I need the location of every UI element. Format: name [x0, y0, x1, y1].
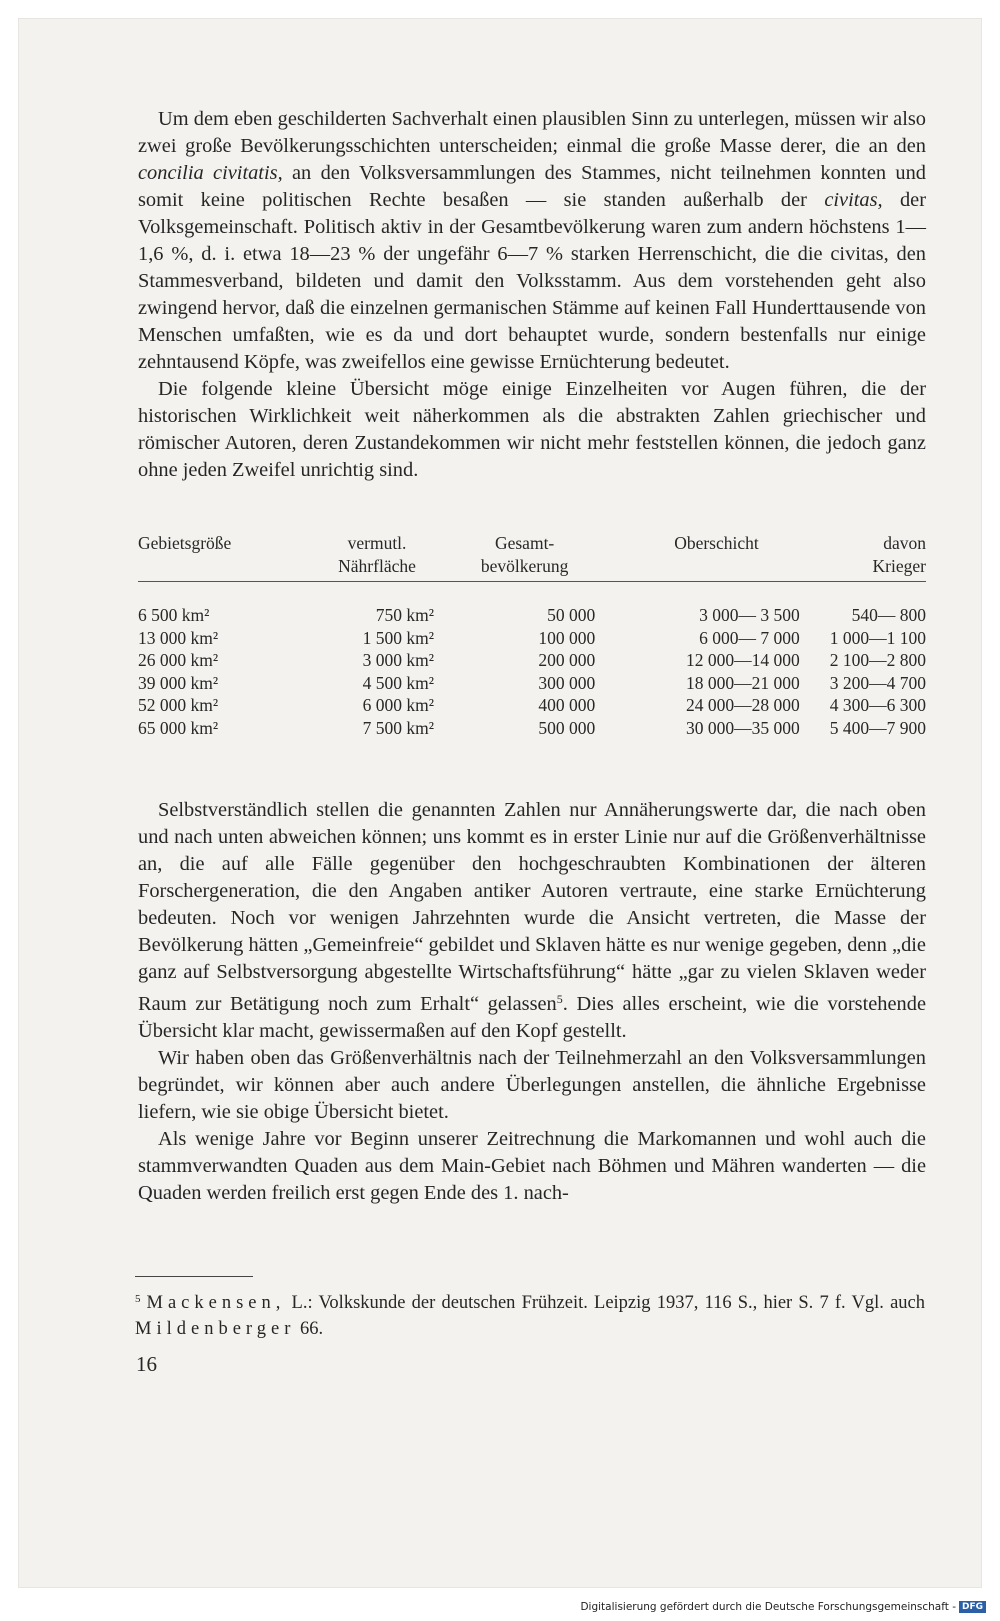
table-cell: 6 000— 7 000	[699, 627, 800, 648]
table-cell: 100 000	[538, 627, 596, 648]
table-cell: 18 000—21 000	[686, 672, 800, 693]
table-row	[138, 694, 926, 717]
table-cell: 300 000	[538, 672, 596, 693]
table-header-cell: vermutl. Nährfläche	[280, 532, 434, 582]
table-cell: 200 000	[538, 650, 596, 670]
table-cell: 65 000 km²	[138, 717, 219, 738]
table-cell: 4 300—6 300	[829, 695, 926, 715]
digitization-credit	[580, 1601, 986, 1613]
table-cell: 6 500 km²	[138, 605, 210, 625]
paragraph-1-text-b: an den Volksversammlungen des Stammes, nicht teilnehmen konnten und somit keine politischen Rechte besaßen — sie standen außerhalb der	[138, 162, 926, 211]
footnote-text-1: L.: Volkskunde der deutschen Frühzeit. Leipzig 1937, 116 S., hier S. 7 f. Vgl. auch	[285, 1293, 925, 1313]
table-cell: 500 000	[538, 717, 596, 738]
footnote-reference[interactable]: 5	[556, 992, 563, 1006]
table-cell: 30 000—35 000	[686, 717, 800, 738]
table-cell: 5 400—7 900	[829, 717, 926, 738]
table-cell: 400 000	[538, 695, 596, 715]
table-cell: 1 000—1 100	[829, 627, 926, 648]
paragraph-1	[138, 106, 926, 376]
table-cell: 2 100—2 800	[829, 650, 926, 670]
table-cell: 39 000 km²	[138, 672, 219, 693]
footnote-number: 5	[135, 1293, 141, 1305]
table-row	[138, 627, 926, 650]
credit-text: Digitalisierung gefördert durch die Deutsche Forschungsgemeinschaft -	[580, 1601, 956, 1613]
paragraph-4: Wir haben oben das Größenverhältnis nach der Teilnehmerzahl an den Volksversammlungen begründet, wir können aber auch andere Überlegungen anstellen, die ähnliche Ergebnisse liefern, wie sie obige Übersicht bietet.	[138, 1047, 926, 1123]
table-cell: 26 000 km²	[138, 650, 219, 670]
table-cell: 24 000—28 000	[686, 695, 800, 715]
table-header-cell: Gebietsgröße	[138, 532, 280, 582]
table-cell: 4 500 km²	[362, 672, 435, 693]
paragraph-3	[138, 797, 926, 1045]
paragraph-5: Als wenige Jahre vor Beginn unserer Zeitrechnung die Markomannen und wohl auch die stammverwandten Quaden aus dem Main-Gebiet nach Böhmen und Mähren wanderten — die Quaden werden freilich erst gegen Ende des 1. nach-	[138, 1128, 926, 1204]
footnote-text-2: 66.	[295, 1319, 324, 1339]
table-cell: 3 000 km²	[362, 650, 435, 670]
population-table	[138, 532, 926, 739]
italic-term-civitas: civitas,	[824, 189, 883, 211]
page-number: 16	[136, 1352, 157, 1376]
table-cell: 1 500 km²	[362, 627, 435, 648]
dfg-logo-icon: DFG	[959, 1601, 986, 1613]
paragraph-2: Die folgende kleine Übersicht möge einige Einzelheiten vor Augen führen, die der historischen Wirklichkeit weit näherkommen als die abstrakten Zahlen griechischer und römischer Autoren, deren Zustandekommen wir nicht mehr feststellen können, die jedoch ganz ohne jeden Zweifel unrichtig sind.	[138, 378, 926, 481]
table-row	[138, 582, 926, 627]
footnote-divider	[135, 1276, 253, 1277]
table-row	[138, 717, 926, 740]
paragraph-1-text-a: Um dem eben geschilderten Sachverhalt einen plausiblen Sinn zu unterlegen, müssen wir also zwei große Bevölkerungsschichten unterscheiden; einmal die große Masse derer, die an den	[138, 108, 926, 157]
table-cell: 540— 800	[851, 605, 926, 625]
table-cell: 3 000— 3 500	[699, 605, 800, 625]
table-header-row	[138, 532, 926, 582]
paragraph-1-text-c: der Volksgemeinschaft. Politisch aktiv in der Gesamtbevölkerung waren zum andern höchstens 1—1,6 %, d. i. etwa 18—23 % der ungefähr 6—7 % starken Herrenschicht, die die civitas, den Stammesverband, bildeten und damit den Volksstamm. Aus dem vorstehenden geht also zwingend hervor, daß die einzelnen germanischen Stämme auf keinen Fall Hunderttausende von Menschen umfaßten, wie es da und dort behauptet wurde, sondern bestenfalls nur einige zehntausend Köpfe, was zweifellos eine gewisse Ernüchterung bedeutet.	[138, 189, 927, 373]
table-row	[138, 672, 926, 695]
table-cell: 3 200—4 700	[829, 672, 926, 693]
footnote-author-2: Mildenberger	[135, 1319, 296, 1339]
italic-term-concilia: concilia civitatis,	[138, 162, 283, 184]
table-cell: 7 500 km²	[362, 717, 435, 738]
table-header-cell: Gesamt- bevölkerung	[434, 532, 603, 582]
table-cell: 6 000 km²	[362, 695, 435, 715]
table-row	[138, 649, 926, 672]
footnote	[135, 1286, 925, 1342]
table-cell: 12 000—14 000	[686, 650, 800, 670]
table-cell: 52 000 km²	[138, 695, 219, 715]
table-header-cell: davon Krieger	[830, 532, 926, 582]
table-cell: 750 km²	[375, 605, 435, 625]
page-body	[138, 106, 926, 1207]
table-header-cell: Oberschicht	[603, 532, 830, 582]
paragraph-3-text-a: Selbstverständlich stellen die genannten Zahlen nur Annäherungswerte dar, die nach oben und nach unten abweichen können; uns kommt es in erster Linie nur auf die Größenverhältnisse an, die auf alle Fälle gegenüber den hochgeschraubten Kombinationen der älteren Forschergeneration, die den Angaben antiker Autoren vertraute, eine starke Ernüchterung bedeuten. Noch vor wenigen Jahrzehnten wurde die Ansicht vertreten, die Masse der Bevölkerung hätten „Gemeinfreie“ gebildet und Sklaven hätte es nur wenige gegeben, denn „die ganz auf Selbstversorgung abgestellte Wirtschaftsführung“ hätte „gar zu vielen Sklaven weder Raum zur Betätigung noch zum Erhalt“ gelassen	[138, 799, 926, 1015]
table-cell: 13 000 km²	[138, 627, 219, 648]
table-cell: 50 000	[547, 605, 596, 625]
footnote-author-1: Mackensen,	[146, 1293, 286, 1313]
paragraph-3-text-b: . Dies alles erscheint, wie die vorstehende Übersicht klar macht, gewissermaßen auf den Kopf gestellt.	[138, 993, 926, 1042]
